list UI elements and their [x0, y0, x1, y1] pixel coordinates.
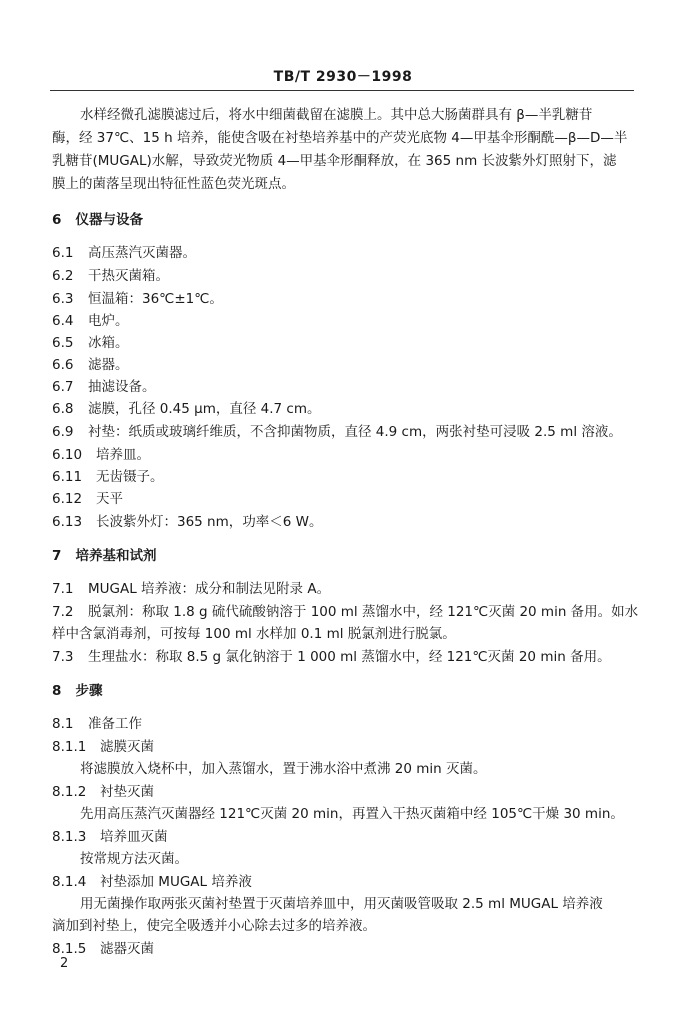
page-number: 2	[60, 956, 69, 971]
section-7-heading	[52, 544, 157, 564]
list-item-continuation: 样中含氯消毒剂，可按每 100 ml 水样加 0.1 ml 脱氯剂进行脱氯。	[52, 626, 456, 642]
section-6-heading	[52, 208, 143, 228]
subsection-heading: 8.1.1 滤膜灭菌	[52, 739, 154, 755]
list-item: 7.1 MUGAL 培养液：成分和制法见附录 A。	[52, 581, 331, 597]
list-item: 6.8 滤膜，孔径 0.45 μm，直径 4.7 cm。	[52, 401, 321, 417]
paragraph-continuation: 滴加到衬垫上，使完全吸透并小心除去过多的培养液。	[52, 918, 376, 934]
list-item: 6.4 电炉。	[52, 313, 129, 329]
list-item: 6.11 无齿镊子。	[52, 469, 164, 485]
list-item: 6.9 衬垫：纸质或玻璃纤维质，不含抑菌物质，直径 4.9 cm，两张衬垫可浸吸 2.5 ml 溶液。	[52, 424, 622, 440]
subsection-heading: 8.1.4 衬垫添加 MUGAL 培养液	[52, 874, 252, 890]
paragraph: 按常规方法灭菌。	[80, 851, 188, 867]
section-title: 仪器与设备	[75, 212, 144, 228]
list-item: 7.2 脱氯剂：称取 1.8 g 硫代硫酸钠溶于 100 ml 蒸馏水中，经 121℃灭菌 20 min 备用。如水	[52, 604, 639, 620]
list-item: 6.7 抽滤设备。	[52, 379, 156, 395]
intro-line: 水样经微孔滤膜滤过后，将水中细菌截留在滤膜上。其中总大肠菌群具有 β—半乳糖苷	[80, 107, 593, 123]
list-item: 6.2 干热灭菌箱。	[52, 268, 169, 284]
section-number: 8	[52, 683, 62, 699]
list-item: 6.1 高压蒸汽灭菌器。	[52, 245, 196, 261]
section-title: 步骤	[75, 683, 103, 699]
subsection-heading: 8.1 准备工作	[52, 716, 142, 732]
section-title: 培养基和试剂	[75, 548, 157, 564]
standard-number-header: TB/T 2930－1998	[273, 69, 413, 85]
list-item: 7.3 生理盐水：称取 8.5 g 氯化钠溶于 1 000 ml 蒸馏水中，经 121℃灭菌 20 min 备用。	[52, 649, 611, 665]
section-number: 7	[52, 548, 62, 564]
paragraph: 将滤膜放入烧杯中，加入蒸馏水，置于沸水浴中煮沸 20 min 灭菌。	[80, 761, 487, 777]
subsection-heading: 8.1.5 滤器灭菌	[52, 941, 154, 957]
intro-paragraph	[52, 104, 642, 196]
list-item: 6.12 天平	[52, 491, 123, 507]
intro-line: 膜上的菌落呈现出特征性蓝色荧光斑点。	[52, 176, 295, 192]
paragraph: 先用高压蒸汽灭菌器经 121℃灭菌 20 min，再置入干热灭菌箱中经 105℃干燥 30 min。	[80, 806, 624, 822]
list-item: 6.3 恒温箱：36℃±1℃。	[52, 291, 223, 307]
list-item: 6.6 滤器。	[52, 357, 129, 373]
list-item: 6.10 培养皿。	[52, 447, 150, 463]
intro-line: 酶，经 37℃、15 h 培养，能使含吸在衬垫培养基中的产荧光底物 4—甲基伞形酮酰—β—D—半	[52, 130, 628, 146]
list-item: 6.5 冰箱。	[52, 335, 129, 351]
header-divider	[50, 90, 634, 91]
section-8-heading	[52, 679, 103, 699]
paragraph: 用无菌操作取两张灭菌衬垫置于灭菌培养皿中，用灭菌吸管吸取 2.5 ml MUGAL 培养液	[80, 896, 603, 912]
subsection-heading: 8.1.2 衬垫灭菌	[52, 784, 154, 800]
intro-line: 乳糖苷(MUGAL)水解，导致荧光物质 4—甲基伞形酮释放，在 365 nm 长波紫外灯照射下，滤	[52, 153, 617, 169]
list-item: 6.13 长波紫外灯：365 nm，功率＜6 W。	[52, 514, 323, 530]
subsection-heading: 8.1.3 培养皿灭菌	[52, 829, 168, 845]
section-number: 6	[52, 212, 62, 228]
